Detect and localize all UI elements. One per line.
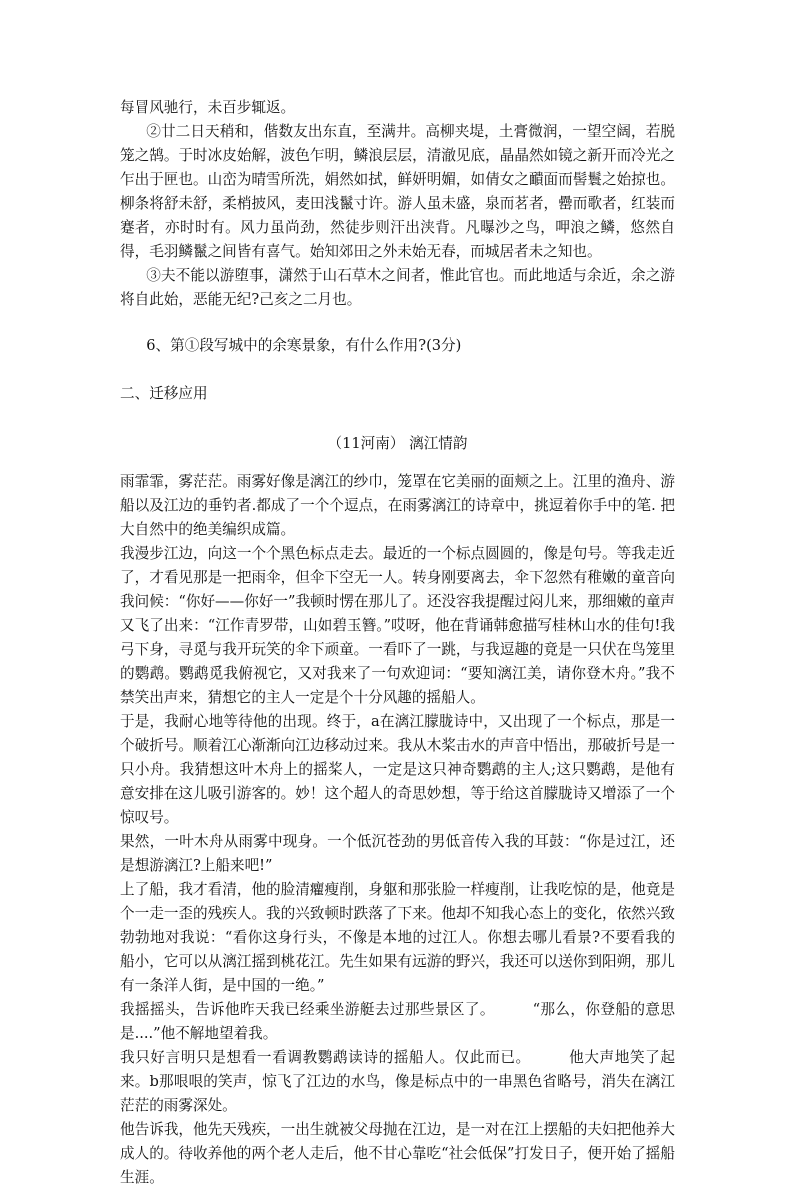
classical-paragraph-2: ②廿二日天稍和，偕数友出东直，至满井。高柳夹堤，土膏微润，一望空阔，若脱笼之鹄。于时冰皮始解，波色乍明，鳞浪层层，清澈见底，晶晶然如镜之新开而冷光之乍出于匣也。山峦为晴雪所洗，娟然如拭，鲜妍明媚，如倩女之靧面而髻鬟之始掠也。柳条将舒未舒，柔梢披风，麦田浅鬣寸许。游人虽未盛，泉而茗者，罍而歌者，红装而蹇者，亦时时有。风力虽尚劲，然徒步则汗出浃背。凡曝沙之鸟，呷浪之鳞，悠然自得，毛羽鳞鬣之间皆有喜气。始知郊田之外未始无春，而城居者未之知也。 xyxy=(120,123,675,260)
article-paragraph: 果然，一叶木舟从雨雾中现身。一个低沉苍劲的男低音传入我的耳鼓：“你是过江，还是想游漓江?上船来吧!” xyxy=(120,833,675,874)
article-paragraph: 我漫步江边，向这一个个黑色标点走去。最近的一个标点圆圆的，像是句号。等我走近了，才看见那是一把雨伞，但伞下空无一人。转身刚要离去，伞下忽然有稚嫩的童音向我问候：“你好——你好一”我顿时愣在那儿了。还没容我提醒过闷儿来，那细嫩的童声又飞了出来：“江作青罗带，山如碧玉簪。”哎呀，他在背诵韩愈描写桂林山水的佳句!我弓下身，寻觅与我开玩笑的伞下顽童。一看吓了一跳，与我逗趣的竟是一只伏在鸟笼里的鹦鹉。鹦鹉觅我俯视它，又对我来了一句欢迎词：“要知漓江美，请你登木舟。”我不禁笑出声来，猜想它的主人一定是个十分风趣的摇船人。 xyxy=(120,545,675,706)
question-6: 6、第①段写城中的余寒景象，有什么作用?(3分) xyxy=(146,337,462,354)
document-page xyxy=(120,96,675,1190)
article-paragraph: 于是，我耐心地等待他的出现。终于，a在漓江朦胧诗中，又出现了一个标点，那是一个破折号。顺着江心渐渐向江边移动过来。我从木桨击水的声音中悟出，那破折号是一只小舟。我猜想这叶木舟上的摇桨人，一定是这只神奇鹦鹉的主人;这只鹦鹉，是他有意安排在这儿吸引游客的。妙！这个超人的奇思妙想，等于给这首朦胧诗又增添了一个惊叹号。 xyxy=(120,713,675,826)
article-paragraph: 我只好言明只是想看一看调教鹦鹉读诗的摇船人。仅此而已。 他大声地笑了起来。b那哏哏的笑声，惊飞了江边的水鸟，像是标点中的一串黑色省略号，消失在漓江茫茫的雨雾深处。 xyxy=(120,1049,675,1114)
article-paragraph: 他告诉我，他先天残疾，一出生就被父母抛在江边，是一对在江上摆船的夫妇把他养大成人的。待收养他的两个老人走后，他不甘心靠吃“社会低保”打发日子，便开始了摇船生涯。 xyxy=(120,1121,675,1186)
article-paragraph: 上了船，我才看清，他的脸清癯瘦削，身躯和那张脸一样瘦削，让我吃惊的是，他竟是个一走一歪的残疾人。我的兴致顿时跌落了下来。他却不知我心态上的变化，依然兴致勃勃地对我说：“看你这身行头，不像是本地的过江人。你想去哪儿看景?不要看我的船小，它可以从漓江摇到桃花江。先生如果有远游的野兴，我还可以送你到阳朔，那儿有一条洋人街，是中国的一绝。” xyxy=(120,881,675,994)
article-paragraph: 雨霏霏，雾茫茫。雨雾好像是漓江的纱巾，笼罩在它美丽的面颊之上。江里的渔舟、游船以及江边的垂钓者.都成了一个个逗点，在雨雾漓江的诗章中，挑逗着你手中的笔. 把大自然中的绝美编织成篇。 xyxy=(120,473,675,538)
article-paragraph: 我摇摇头，告诉他昨天我已经乘坐游艇去过那些景区了。 “那么，你登船的意思是....”他不解地望着我。 xyxy=(120,1001,675,1042)
classical-paragraph-1-end: 每冒风驰行，未百步辄返。 xyxy=(120,99,296,116)
classical-paragraph-3: ③夫不能以游堕事，潇然于山石草木之间者，惟此官也。而此地适与余近，余之游将自此始，恶能无纪?己亥之二月也。 xyxy=(120,267,675,308)
section-heading: 二、迁移应用 xyxy=(120,385,208,402)
article-title: （11河南） 漓江情韵 xyxy=(327,435,468,452)
